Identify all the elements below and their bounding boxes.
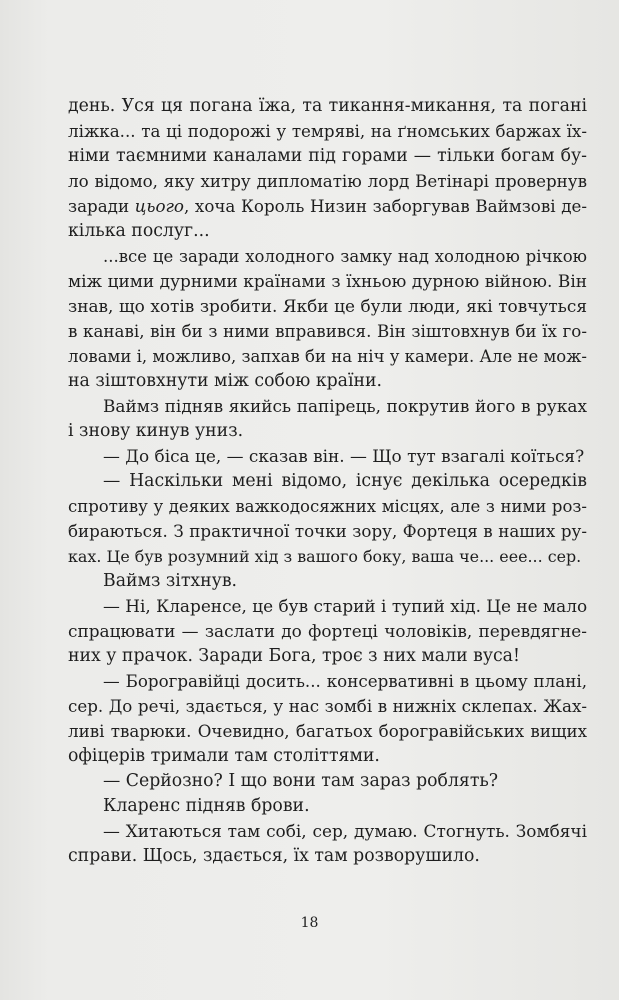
text-line: спрацювати — заслати до фортеці чоловіків, перевдягне-	[68, 621, 587, 641]
text-line: — До біса це, — сказав він. — Що тут взагалі коїться?	[103, 446, 585, 466]
text-line: ліжка... та ці подорожі у темряві, на ґномських баржах їх-	[68, 121, 587, 141]
body-text	[68, 94, 587, 869]
text-line: на зіштовхнути між собою країни.	[68, 371, 383, 391]
text-line: Ваймз зітхнув.	[103, 571, 238, 591]
page-number: 18	[300, 915, 319, 931]
text-line: — Борогравійці досить... консервативні в цьому плані,	[103, 671, 587, 691]
text-line: між цими дурними країнами з їхньою дурною війною. Він	[68, 271, 587, 291]
text-line: знав, що хотів зробити. Якби це були люди, які товчуться	[68, 296, 587, 316]
text-line: ках. Це був розумний хід з вашого боку, ваша че... еее... сер.	[68, 547, 582, 566]
text-line: кілька послуг...	[68, 221, 210, 241]
text-line: сер. До речі, здається, у нас зомбі в нижніх склепах. Жах-	[68, 696, 587, 716]
text-line: них у прачок. Заради Бога, троє з них мали вуса!	[68, 646, 520, 666]
text-line: Ваймз підняв якийсь папірець, покрутив його в руках	[103, 396, 587, 416]
text-line: справи. Щось, здається, їх там розворушило.	[68, 846, 480, 866]
text-line: ло відомо, яку хитру дипломатію лорд Ветінарі провернув	[68, 171, 587, 191]
text-line: заради цього, хоча Король Низин заборгував Ваймзові де-	[68, 196, 587, 216]
text-line: — Наскільки мені відомо, існує декілька осередків	[103, 471, 587, 491]
text-line: Кларенс підняв брови.	[103, 796, 310, 816]
text-line: ливі тварюки. Очевидно, багатьох борогравійських вищих	[68, 721, 587, 741]
text-line: і знову кинув униз.	[68, 421, 244, 441]
text-line: — Серйозно? І що вони там зараз роблять?	[103, 771, 499, 791]
text-line: — Хитаються там собі, сер, думаю. Стогнуть. Зомбячі	[103, 821, 587, 841]
text-line: ловами і, можливо, запхав би на ніч у камери. Але не мож-	[68, 347, 587, 366]
text-line: бираються. З практичної точки зору, Фортеця в наших ру-	[68, 521, 587, 541]
text-line: німи таємними каналами під горами — тільки богам бу-	[68, 146, 587, 166]
text-line: день. Уся ця погана їжа, та тикання-микання, та погані	[68, 96, 587, 116]
text-line: — Ні, Кларенсе, це був старий і тупий хід. Це не мало	[103, 596, 588, 616]
text-line: спротиву у деяких важкодосяжних місцях, але з ними роз-	[68, 497, 587, 516]
text-line: в канаві, він би з ними вправився. Він зіштовхнув би їх го-	[68, 321, 587, 341]
text-line: офіцерів тримали там століттями.	[68, 746, 380, 766]
text-line: ...все це заради холодного замку над холодною річкою	[103, 247, 587, 266]
